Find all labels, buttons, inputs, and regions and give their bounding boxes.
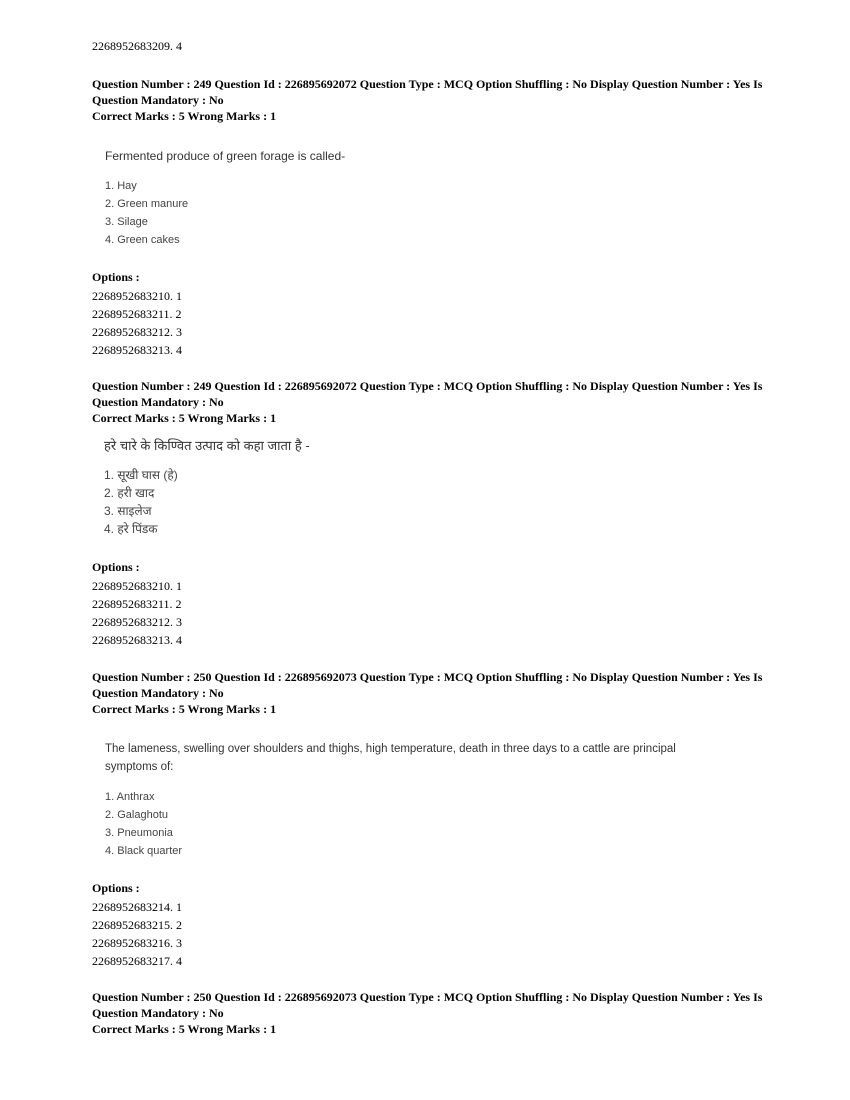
choice-3: 3. साइलेज (104, 504, 152, 518)
choice-4: 4. हरे पिंडक (104, 522, 158, 536)
question-header-250-hi (92, 989, 772, 1037)
question-text-line-2: symptoms of: (105, 761, 174, 773)
question-text-line-1: The lameness, swelling over shoulders and thighs, high temperature, death in three days to a cattle are principal (105, 743, 676, 755)
option-id-1: 2268952683214. 1 (92, 900, 182, 914)
options-label: Options : (92, 270, 140, 284)
header-line-2: Question Mandatory : No (92, 1006, 224, 1020)
header-line-1: Question Number : 250 Question Id : 226895692073 Question Type : MCQ Option Shuffling : No Display Question Number : Yes Is (92, 990, 763, 1004)
question-body-250-en (105, 740, 785, 860)
question-body-249-hi (104, 436, 310, 538)
option-id-4: 2268952683217. 4 (92, 954, 182, 968)
header-line-1: Question Number : 249 Question Id : 226895692072 Question Type : MCQ Option Shuffling : No Display Question Number : Yes Is (92, 77, 763, 91)
options-label: Options : (92, 881, 140, 895)
choice-1: 1. सूखी घास (हे) (104, 468, 178, 482)
choice-2: 2. Galaghotu (105, 809, 168, 821)
choice-1: 1. Hay (105, 180, 137, 192)
option-id-2: 2268952683211. 2 (92, 597, 182, 611)
option-id-3: 2268952683212. 3 (92, 325, 182, 339)
options-label: Options : (92, 560, 140, 574)
choice-3: 3. Silage (105, 216, 148, 228)
options-list-249-en (92, 269, 182, 359)
question-header-249-en (92, 76, 772, 124)
option-id-3: 2268952683212. 3 (92, 615, 182, 629)
question-header-250-en (92, 669, 772, 717)
header-line-2: Question Mandatory : No (92, 395, 224, 409)
option-id-1: 2268952683210. 1 (92, 289, 182, 303)
option-id-2: 2268952683215. 2 (92, 918, 182, 932)
header-line-1: Question Number : 250 Question Id : 226895692073 Question Type : MCQ Option Shuffling : No Display Question Number : Yes Is (92, 670, 763, 684)
header-line-1: Question Number : 249 Question Id : 226895692072 Question Type : MCQ Option Shuffling : No Display Question Number : Yes Is (92, 379, 763, 393)
question-body-249-en (105, 147, 345, 249)
choice-3: 3. Pneumonia (105, 827, 173, 839)
choice-1: 1. Anthrax (105, 791, 155, 803)
header-line-2: Question Mandatory : No (92, 686, 224, 700)
options-list-249-hi (92, 559, 182, 649)
marks-line: Correct Marks : 5 Wrong Marks : 1 (92, 1022, 277, 1036)
options-list-250-en (92, 880, 182, 970)
header-line-2: Question Mandatory : No (92, 93, 224, 107)
top-option-line: 2268952683209. 4 (92, 39, 182, 53)
choice-2: 2. हरी खाद (104, 486, 155, 500)
option-id-4: 2268952683213. 4 (92, 343, 182, 357)
option-id-3: 2268952683216. 3 (92, 936, 182, 950)
choice-2: 2. Green manure (105, 198, 189, 210)
question-header-249-hi (92, 378, 772, 426)
marks-line: Correct Marks : 5 Wrong Marks : 1 (92, 702, 277, 716)
option-id-1: 2268952683210. 1 (92, 579, 182, 593)
option-id-2: 2268952683211. 2 (92, 307, 182, 321)
option-id-4: 2268952683213. 4 (92, 633, 182, 647)
question-text: Fermented produce of green forage is called- (105, 149, 346, 163)
marks-line: Correct Marks : 5 Wrong Marks : 1 (92, 411, 277, 425)
question-text: हरे चारे के किण्वित उत्पाद को कहा जाता है - (104, 438, 310, 453)
choice-4: 4. Green cakes (105, 234, 180, 246)
marks-line: Correct Marks : 5 Wrong Marks : 1 (92, 109, 277, 123)
choice-4: 4. Black quarter (105, 845, 183, 857)
